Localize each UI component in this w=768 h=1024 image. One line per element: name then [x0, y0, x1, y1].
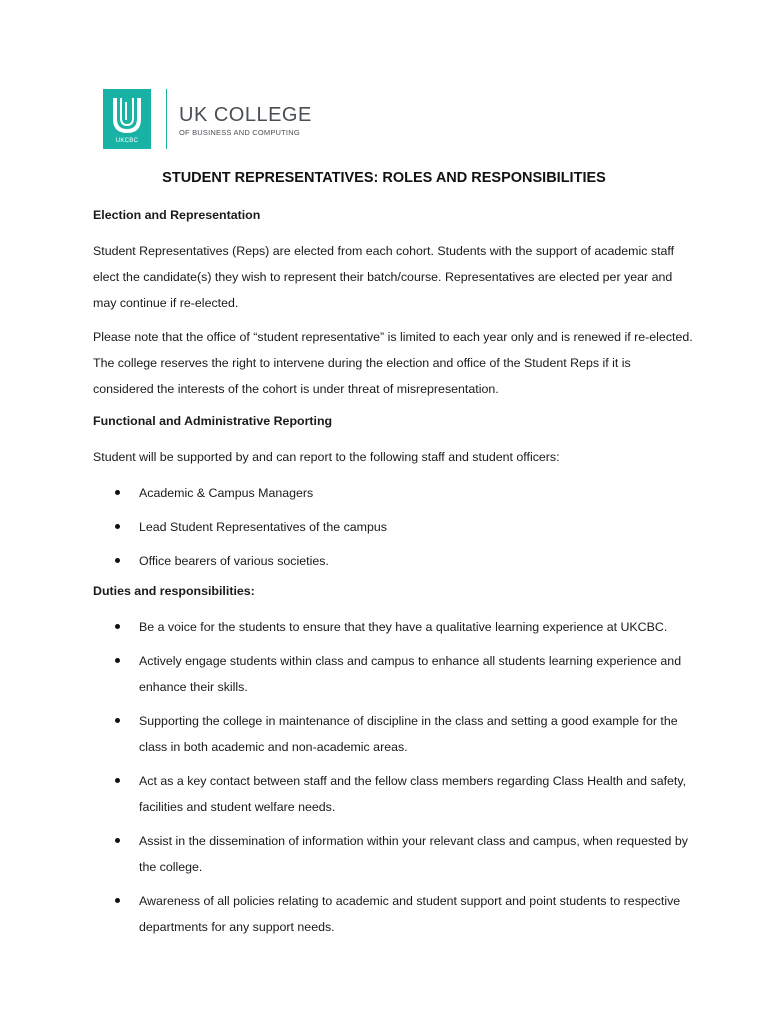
list-item-text: Actively engage students within class and campus to enhance all students learning experience and enhance their skills. [139, 654, 682, 694]
bullet-icon [115, 718, 120, 723]
list-item-text: Academic & Campus Managers [139, 486, 314, 500]
list-item [93, 828, 693, 880]
section-heading-duties: Duties and responsibilities: [93, 584, 255, 598]
paragraph: Student Representatives (Reps) are elected from each cohort. Students with the support of academic staff elect the candidate(s) they wish to represent their batch/course. Representatives are elected per year and may continue if re-elected. [93, 244, 675, 310]
list-item-text: Awareness of all policies relating to academic and student support and point students to respective departments for any support needs. [139, 894, 681, 934]
list-item-text: Act as a key contact between staff and the fellow class members regarding Class Health and safety, facilities and student welfare needs. [139, 774, 687, 814]
list-item-text: Supporting the college in maintenance of discipline in the class and setting a good example for the class in both academic and non-academic areas. [139, 714, 678, 754]
list-item [93, 480, 693, 506]
paragraph: Please note that the office of “student representative” is limited to each year only and is renewed if re-elected. The college reserves the right to intervene during the election and office of the Student Reps if it is considered the interests of the cohort is under threat of misrepresentation. [93, 330, 693, 396]
bullet-icon [115, 524, 120, 529]
paragraph: Student will be supported by and can report to the following staff and student officers: [93, 450, 560, 464]
bullet-icon [115, 898, 120, 903]
section-heading-election: Election and Representation [93, 208, 261, 222]
logo-mark-label: UKCBC [115, 138, 139, 144]
list-item [93, 548, 693, 574]
list-item [93, 514, 693, 540]
document-title: STUDENT REPRESENTATIVES: ROLES AND RESPONSIBILITIES [162, 170, 606, 186]
list-item [93, 648, 693, 700]
document-body [93, 206, 693, 948]
list-item-text: Lead Student Representatives of the campus [139, 520, 387, 534]
logo-title: UK COLLEGE [179, 104, 312, 126]
bullet-icon [115, 778, 120, 783]
duties-list [93, 614, 693, 940]
bullet-icon [115, 624, 120, 629]
list-item [93, 888, 693, 940]
list-item [93, 768, 693, 820]
section-heading-reporting: Functional and Administrative Reporting [93, 414, 333, 428]
logo-divider [166, 89, 167, 149]
bullet-icon [115, 558, 120, 563]
bullet-icon [115, 658, 120, 663]
college-logo [103, 89, 312, 149]
list-item-text: Assist in the dissemination of information within your relevant class and campus, when requested by the college. [139, 834, 688, 874]
list-item-text: Office bearers of various societies. [139, 554, 329, 568]
logo-subtitle: OF BUSINESS AND COMPUTING [179, 128, 300, 137]
logo-text [179, 89, 312, 137]
reporting-list [93, 480, 693, 574]
list-item [93, 708, 693, 760]
ukcbc-logo-mark [103, 89, 151, 149]
list-item-text: Be a voice for the students to ensure that they have a qualitative learning experience at UKCBC. [139, 620, 668, 634]
list-item [93, 614, 693, 640]
bullet-icon [115, 490, 120, 495]
bullet-icon [115, 838, 120, 843]
